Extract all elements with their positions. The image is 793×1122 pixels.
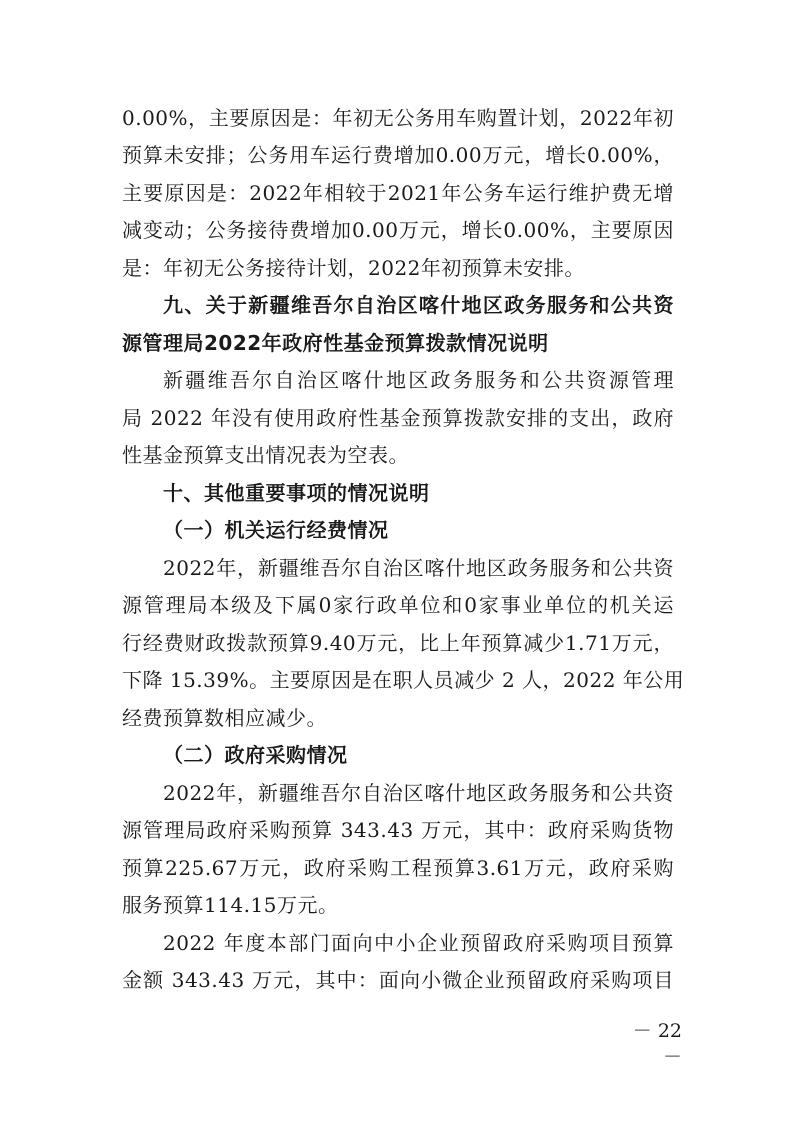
body-text-line: 减变动；公务接待费增加0.00万元，增长0.00%，主要原因 [122,218,674,242]
section-heading: 源管理局2022年政府性基金预算拨款情况说明 [122,331,549,355]
body-text-line: 预算225.67万元，政府采购工程预算3.61万元，政府采购 [122,856,674,880]
body-text-line: 2022年，新疆维吾尔自治区喀什地区政务服务和公共资 [163,556,674,580]
section-heading: 九、关于新疆维吾尔自治区喀什地区政务服务和公共资 [163,293,674,317]
body-text-line: 性基金预算支出情况表为空表。 [122,443,409,467]
body-text-line: 服务预算114.15万元。 [122,893,339,917]
subsection-heading: （二）政府采购情况 [163,743,348,767]
body-text-line: 2022年，新疆维吾尔自治区喀什地区政务服务和公共资 [163,781,674,805]
body-text-line: 行经费财政拨款预算9.40万元，比上年预算减少1.71万元， [122,631,674,655]
body-text-line: 金额 343.43 万元，其中：面向小微企业预留政府采购项目 [122,968,674,992]
body-text-line: 0.00%，主要原因是：年初无公务用车购置计划，2022年初 [122,106,674,130]
body-text-line: 下降 15.39%。主要原因是在职人员减少 2 人，2022 年公用 [122,668,685,692]
page-number: － 22 － [632,1020,682,1068]
body-text-line: 局 2022 年没有使用政府性基金预算拨款安排的支出，政府 [122,406,674,430]
body-text-line: 是：年初无公务接待计划，2022年初预算未安排。 [122,256,585,280]
body-text-line: 新疆维吾尔自治区喀什地区政务服务和公共资源管理 [163,368,674,392]
body-text-line: 经费预算数相应减少。 [122,706,327,730]
body-text-line: 源管理局政府采购预算 343.43 万元，其中：政府采购货物 [122,818,674,842]
body-text-line: 源管理局本级及下属0家行政单位和0家事业单位的机关运 [122,593,674,617]
body-text-line: 预算未安排；公务用车运行费增加0.00万元，增长0.00%， [122,143,674,167]
body-text-line: 主要原因是：2022年相较于2021年公务车运行维护费无增 [122,181,674,205]
subsection-heading: （一）机关运行经费情况 [163,518,389,542]
body-text-line: 2022 年度本部门面向中小企业预留政府采购项目预算 [163,931,674,955]
section-heading: 十、其他重要事项的情况说明 [163,481,430,505]
